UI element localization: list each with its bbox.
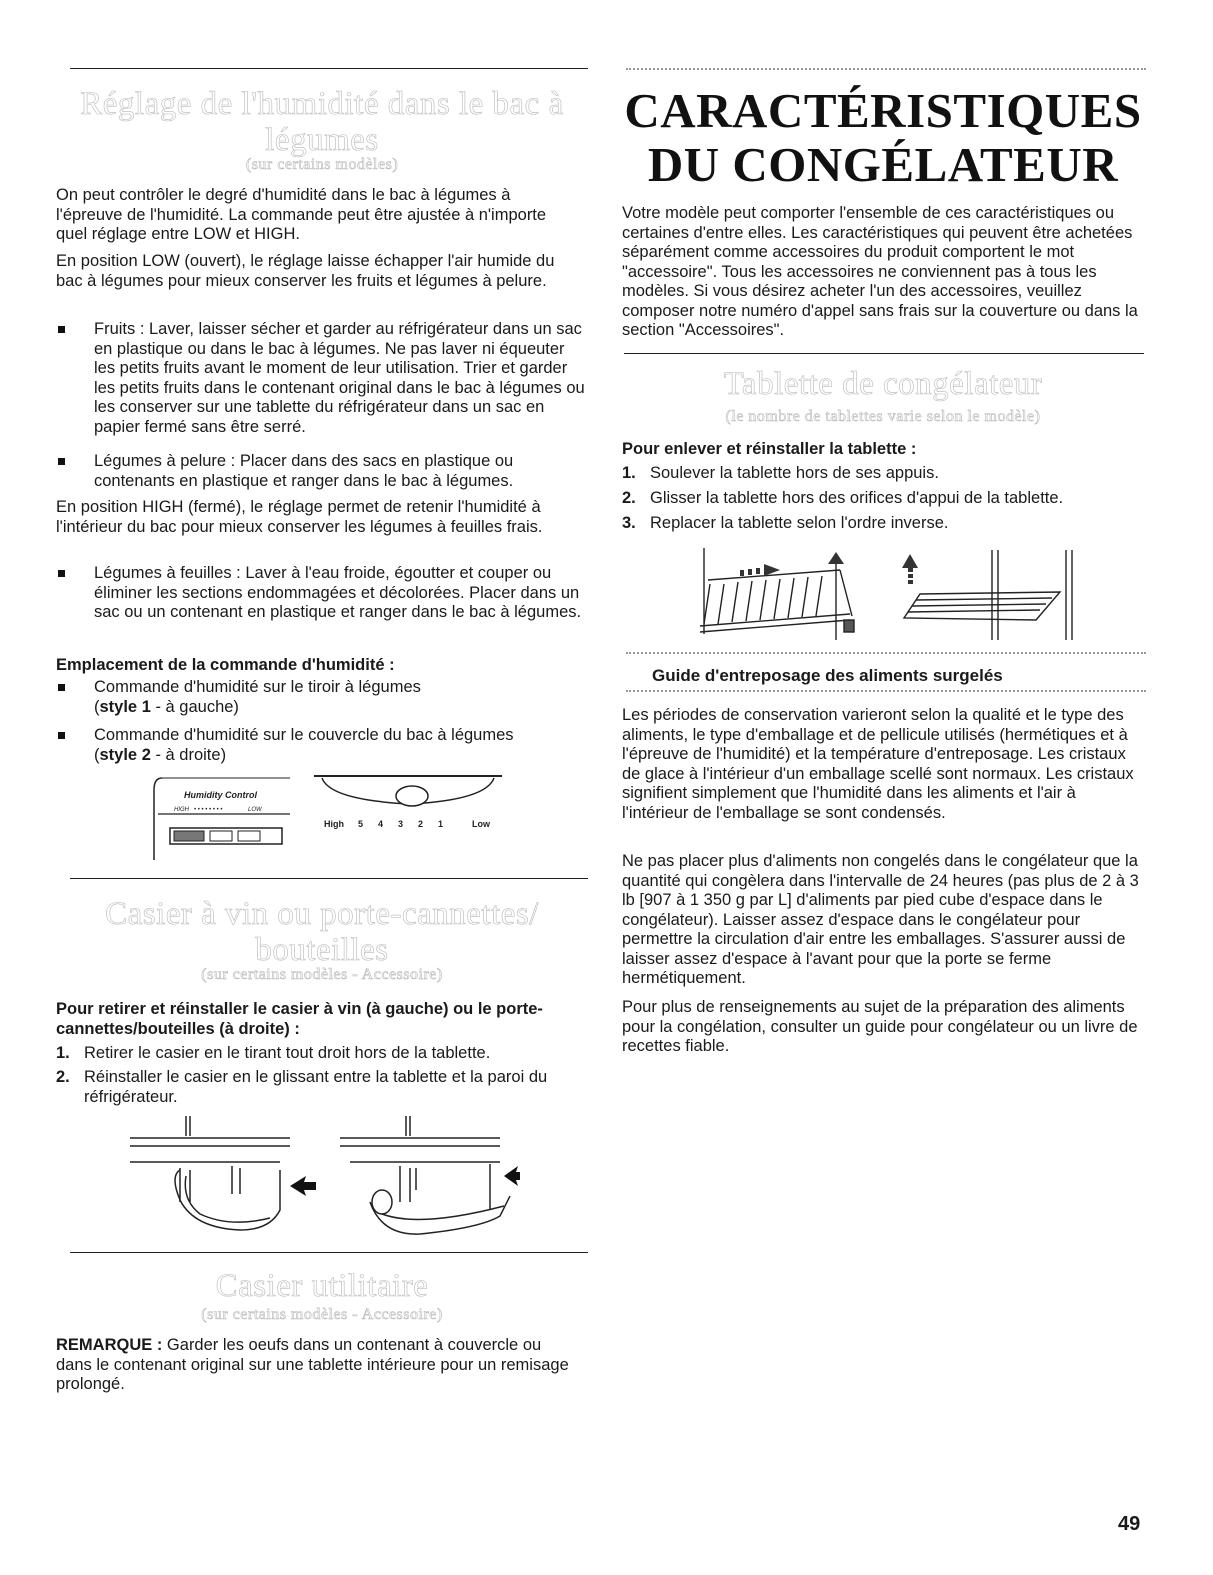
loc2-style: style 2 [99, 745, 151, 764]
shelf-step2-text: Glisser la tablette hors des orifices d'appui de la tablette. [650, 489, 1064, 507]
shelf-step2: 2. Glisser la tablette hors des orifices d'appui de la tablette. [622, 489, 1064, 507]
scale-3: 3 [398, 819, 404, 829]
scale-high: High [324, 819, 344, 829]
loc2-line: Commande d'humidité sur le couvercle du bac à légumes [94, 726, 514, 744]
freezer-title [622, 84, 1144, 192]
location-style2: Commande d'humidité sur le couvercle du bac à légumes (style 2 - à droite) [56, 726, 586, 765]
wine-subtitle: (sur certains modèles - Accessoire) [201, 966, 443, 983]
shelf-step3-text: Replacer la tablette selon l'ordre inverse. [650, 514, 949, 532]
guide-heading: Guide d'entreposage des aliments surgelés [652, 666, 1003, 685]
wine-title-line2: bouteilles [255, 932, 389, 968]
note-text: Garder les oeufs dans un contenant à couvercle ou dans le contenant original sur une tablette intérieure pour un remisage prolongé. [56, 1336, 569, 1393]
note-label: REMARQUE : [56, 1336, 163, 1354]
wine-step2-text: Réinstaller le casier en le glissant entre la tablette et la paroi du réfrigérateur. [84, 1068, 548, 1106]
loc1-line: Commande d'humidité sur le tiroir à légumes [94, 678, 421, 696]
arrow-left-icon [290, 1176, 316, 1196]
bullet-fruits: Fruits : Laver, laisser sécher et garder au réfrigérateur dans un sac en plastique ou dans le bac à légumes. Ne pas laver ni équeuter les petits fruits avant le moment de leur utilisation. Trier et garder les petits fruits dans le contenant original dans le bac à légumes ou les conserver sur une tablette du réfrigérateur dans un sac en papier fermé sans être serré. [56, 320, 586, 437]
svg-text:• • • • • • • •: • • • • • • • • [194, 807, 223, 813]
rule-wine [70, 878, 588, 879]
location-style1: Commande d'humidité sur le tiroir à légumes (style 1 - à gauche) [56, 678, 586, 717]
scale-2: 2 [418, 819, 424, 829]
wine-heading: Pour retirer et réinstaller le casier à vin (à gauche) ou le porte-cannettes/bouteilles (à droite) : [56, 1000, 543, 1038]
wine-title-line1: Casier à vin ou porte-cannettes/ [105, 896, 539, 932]
shelf-step3: 3. Replacer la tablette selon l'ordre inverse. [622, 514, 949, 532]
freezer-title-line1: CARACTÉRISTIQUES [624, 83, 1142, 138]
humidity-control-low: LOW [248, 807, 262, 813]
freezer-title-line2: DU CONGÉLATEUR [647, 137, 1119, 192]
loc1-style: style 1 [99, 697, 151, 716]
wine-rack-illustration [120, 1110, 520, 1245]
rule-shelf [624, 353, 1144, 354]
wine-step1: 1. Retirer le casier en le tirant tout droit hors de la tablette. [56, 1044, 491, 1062]
arrow-up-icon [828, 552, 844, 564]
scale-low: Low [472, 819, 490, 829]
guide-para1: Les périodes de conservation varieront selon la qualité et le type des aliments, le type d'emballage et de pellicule utilisés (hermétiques et à l'épreuve de l'humidité) et la température d'entreposage. Les cristaux de glace à l'intérieur d'un emballage scellé sont normaux. Les cristaux signifient simplement que l'humidité dans les aliments et l'air à l'intérieur de l'emballage se sont condensés. [622, 706, 1134, 822]
humidity-title-line1: Réglage de l'humidité dans le bac à [80, 86, 564, 122]
utility-title: Casier utilitaire [215, 1268, 429, 1304]
humidity-subtitle: (sur certains modèles) [245, 156, 399, 173]
freezer-shelf-illustration [690, 544, 1080, 644]
shelf-heading: Pour enlever et réinstaller la tablette : [622, 440, 917, 458]
shelf-title: Tablette de congélateur [723, 366, 1043, 402]
top-dotted-rule-right [626, 68, 1146, 70]
freezer-intro: Votre modèle peut comporter l'ensemble de ces caractéristiques ou certaines d'entre elles. Les caractéristiques qui peuvent être achetées séparément comme accessoires du produit comportent le mot "accessoire". Tous les accessoires ne conviennent pas à tous les modèles. Si vous désirez acheter l'un des accessoires, veuillez composer notre numéro d'appel sans frais sur la couverture ou dans la section "Accessoires". [622, 204, 1138, 339]
shelf-step1-text: Soulever la tablette hors de ses appuis. [650, 464, 939, 482]
bullet-legumes-pelure: Légumes à pelure : Placer dans des sacs en plastique ou contenants en plastique et ranger dans le bac à légumes. [56, 452, 586, 491]
loc1-rest: - à gauche) [150, 697, 239, 716]
guide-para3: Pour plus de renseignements au sujet de la préparation des aliments pour la congélation, consulter un guide pour congélateur ou un livre de recettes fiable. [622, 998, 1138, 1055]
guide-para2: Ne pas placer plus d'aliments non congelés dans le congélateur que la quantité qui congèlera dans l'intervalle de 24 heures (pas plus de 2 à 3 lb [907 à 1 350 g par L] d'aliments par pied cube d'espace dans le congélateur). Laisser assez d'espace dans le congélateur pour permettre la circulation d'air entre les emballages. S'assurer aussi de laisser assez d'espace à l'avant pour que la porte se ferme hermétiquement. [622, 852, 1139, 987]
scale-1: 1 [438, 819, 444, 829]
shelf-step1: 1. Soulever la tablette hors de ses appuis. [622, 464, 939, 482]
humidity-control-style1-illustration [154, 778, 290, 860]
arrow-right-icon [504, 1166, 520, 1186]
humidity-control-diagram [150, 770, 510, 866]
shelf-arrows [740, 552, 918, 584]
dotted-rule-guide-top [626, 652, 1146, 654]
humidity-para2: En position LOW (ouvert), le réglage laisse échapper l'air humide du bac à légumes pour mieux conserver les fruits et légumes à pelure. [56, 252, 555, 290]
humidity-title-line2: légumes [265, 122, 379, 158]
page-number: 49 [1118, 1513, 1141, 1535]
dotted-rule-guide-bottom [626, 690, 1146, 692]
top-rule-left [70, 68, 588, 69]
scale-4: 4 [378, 819, 384, 829]
humidity-control-style2-illustration [314, 776, 502, 829]
utility-note [56, 1336, 576, 1395]
humidity-control-high: HIGH [174, 807, 189, 813]
humidity-para3: En position HIGH (fermé), le réglage permet de retenir l'humidité à l'intérieur du bac pour mieux conserver les légumes à feuilles frais. [56, 498, 543, 536]
location-heading: Emplacement de la commande d'humidité : [56, 656, 395, 674]
humidity-para1: On peut contrôler le degré d'humidité dans le bac à légumes à l'épreuve de l'humidité. La commande peut être ajustée à n'importe quel réglage entre LOW et HIGH. [56, 186, 547, 243]
humidity-control-label: Humidity Control [184, 790, 257, 800]
wine-step1-text: Retirer le casier en le tirant tout droit hors de la tablette. [84, 1044, 491, 1062]
loc2-rest: - à droite) [150, 745, 227, 764]
rule-utility [70, 1252, 588, 1253]
bullet-legumes-feuilles: Légumes à feuilles : Laver à l'eau froide, égoutter et couper ou éliminer les sections endommagées et décolorées. Placer dans un sac ou un contenant en plastique et ranger dans le bac à légumes. [56, 564, 586, 623]
utility-subtitle: (sur certains modèles - Accessoire) [201, 1306, 443, 1323]
scale-5: 5 [358, 819, 364, 829]
wine-step2: 2. Réinstaller le casier en le glissant entre la tablette et la paroi du réfrigérateur. [56, 1068, 548, 1106]
shelf-subtitle: (le nombre de tablettes varie selon le modèle) [725, 408, 1041, 425]
